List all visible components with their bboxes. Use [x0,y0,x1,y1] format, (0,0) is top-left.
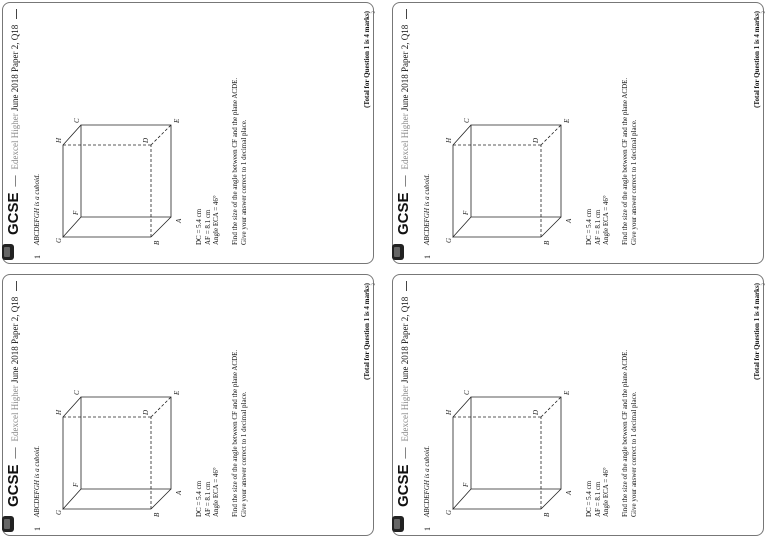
subject-title: GCSE [395,192,412,235]
vertex-label: B [153,512,161,517]
cuboid-front-face [471,397,561,489]
vertex-label: G [55,237,63,243]
given-facts [585,195,611,245]
task-line: Find the size of the angle between CF and the plane ACDE. [621,349,629,517]
vertex-label: E [173,390,181,395]
cuboid-diagram [441,105,571,245]
vertex-label: F [462,210,470,215]
vertex-label: D [532,137,540,143]
vertex-label: E [563,390,571,395]
page-number: 2 [762,283,767,286]
cuboid-diagram [51,377,181,517]
total-marks: (Total for Question 1 is 4 marks) [363,11,371,108]
subject-title: GCSE [5,192,22,235]
page-number: 2 [372,283,377,286]
given-facts [195,195,221,245]
header-dash: — [399,175,411,187]
vertex-label: F [462,482,470,487]
subject-title: GCSE [395,464,412,507]
cuboid-front-face [471,125,561,217]
fact-line: DC = 5.4 cm [585,480,593,517]
vertex-label: B [153,240,161,245]
worksheet-card [2,2,377,264]
vertex-label: B [543,512,551,517]
task-line: Give your answer correct to 1 decimal place. [239,391,248,517]
paper-reference: June 2018 Paper 2, Q18 [400,24,410,111]
paper-reference: June 2018 Paper 2, Q18 [400,296,410,383]
header-rule [16,9,17,19]
vertex-label: C [463,390,471,395]
question-intro: ABCDEFGH is a cuboid. [33,445,41,517]
total-marks: (Total for Question 1 is 4 marks) [753,283,761,380]
page-number: 2 [372,11,377,14]
vertex-label: H [445,137,453,143]
cuboid-bottom-edge [151,489,171,509]
subject-title: GCSE [5,464,22,507]
header-dash: — [9,447,21,459]
page-header [5,281,27,531]
fact-line: Angle ECA = 46° [212,195,220,245]
question-number: 1 [423,255,432,259]
cuboid-hidden-diag [151,397,171,417]
worksheet-page [3,275,375,537]
given-facts [585,467,611,517]
worksheet-page [393,3,765,265]
fact-line: DC = 5.4 cm [195,480,203,517]
question-number: 1 [33,527,42,531]
vertex-label: C [73,390,81,395]
cuboid-hidden-diag [541,125,561,145]
given-facts [195,467,221,517]
question-intro: ABCDEFGH is a cuboid. [423,173,431,245]
cuboid-bottom-edge [151,217,171,237]
question-task [231,350,248,517]
task-line: Give your answer correct to 1 decimal place. [629,119,638,245]
question-number: 1 [33,255,42,259]
question-task [621,78,638,245]
vertex-label: G [445,509,453,515]
task-line: Give your answer correct to 1 decimal place. [239,119,248,245]
vertex-label: C [73,118,81,123]
vertex-label: H [55,137,63,143]
exam-board: Edexcel Higher [400,385,410,442]
paper-reference: June 2018 Paper 2, Q18 [10,24,20,111]
fact-line: AF = 8.1 cm [203,481,212,517]
question-task [621,350,638,517]
cuboid-diagram [441,377,571,517]
vertex-label: F [72,482,80,487]
vertex-label: H [445,409,453,415]
fact-line: AF = 8.1 cm [203,209,212,245]
header-dash: — [399,447,411,459]
paper-reference: June 2018 Paper 2, Q18 [10,296,20,383]
vertex-label: E [563,118,571,123]
cuboid-front-face [81,125,171,217]
cuboid-diagram [51,105,181,245]
worksheet-page [3,3,375,265]
fact-line: DC = 5.4 cm [585,208,593,245]
fact-line: Angle ECA = 46° [212,467,220,517]
task-line: Give your answer correct to 1 decimal place. [629,391,638,517]
cuboid-bottom-edge [541,217,561,237]
page-header [5,9,27,259]
exam-board: Edexcel Higher [400,113,410,170]
vertex-label: A [565,490,573,495]
cuboid-top-edges [453,397,471,509]
page-header [395,281,417,531]
vertex-label: D [142,409,150,415]
fact-line: DC = 5.4 cm [195,208,203,245]
vertex-label: D [532,409,540,415]
cuboid-top-edges [63,397,81,509]
vertex-label: C [463,118,471,123]
cuboid-bottom-edge [541,489,561,509]
worksheet-card [2,274,377,536]
worksheet-card [392,2,767,264]
cuboid-hidden-diag [151,125,171,145]
total-marks: (Total for Question 1 is 4 marks) [363,283,371,380]
question-intro: ABCDEFGH is a cuboid. [33,173,41,245]
cuboid-front-face [81,397,171,489]
header-rule [406,281,407,291]
fact-line: Angle ECA = 46° [602,467,610,517]
header-rule [16,281,17,291]
fact-line: AF = 8.1 cm [593,209,602,245]
vertex-label: B [543,240,551,245]
page-header [395,9,417,259]
vertex-label: F [72,210,80,215]
vertex-label: E [173,118,181,123]
page-number: 2 [762,11,767,14]
header-rule [406,9,407,19]
question-number: 1 [423,527,432,531]
fact-line: AF = 8.1 cm [593,481,602,517]
vertex-label: G [55,509,63,515]
vertex-label: D [142,137,150,143]
fact-line: Angle ECA = 46° [602,195,610,245]
cuboid-top-edges [63,125,81,237]
total-marks: (Total for Question 1 is 4 marks) [753,11,761,108]
exam-board: Edexcel Higher [10,385,20,442]
vertex-label: A [175,218,183,223]
cuboid-hidden-diag [541,397,561,417]
worksheet-page [393,275,765,537]
vertex-label: A [565,218,573,223]
question-intro: ABCDEFGH is a cuboid. [423,445,431,517]
vertex-label: G [445,237,453,243]
question-task [231,78,248,245]
task-line: Find the size of the angle between CF and the plane ACDE. [231,77,239,245]
vertex-label: A [175,490,183,495]
exam-board: Edexcel Higher [10,113,20,170]
task-line: Find the size of the angle between CF and the plane ACDE. [621,77,629,245]
task-line: Find the size of the angle between CF and the plane ACDE. [231,349,239,517]
vertex-label: H [55,409,63,415]
cuboid-top-edges [453,125,471,237]
worksheet-card [392,274,767,536]
header-dash: — [9,175,21,187]
